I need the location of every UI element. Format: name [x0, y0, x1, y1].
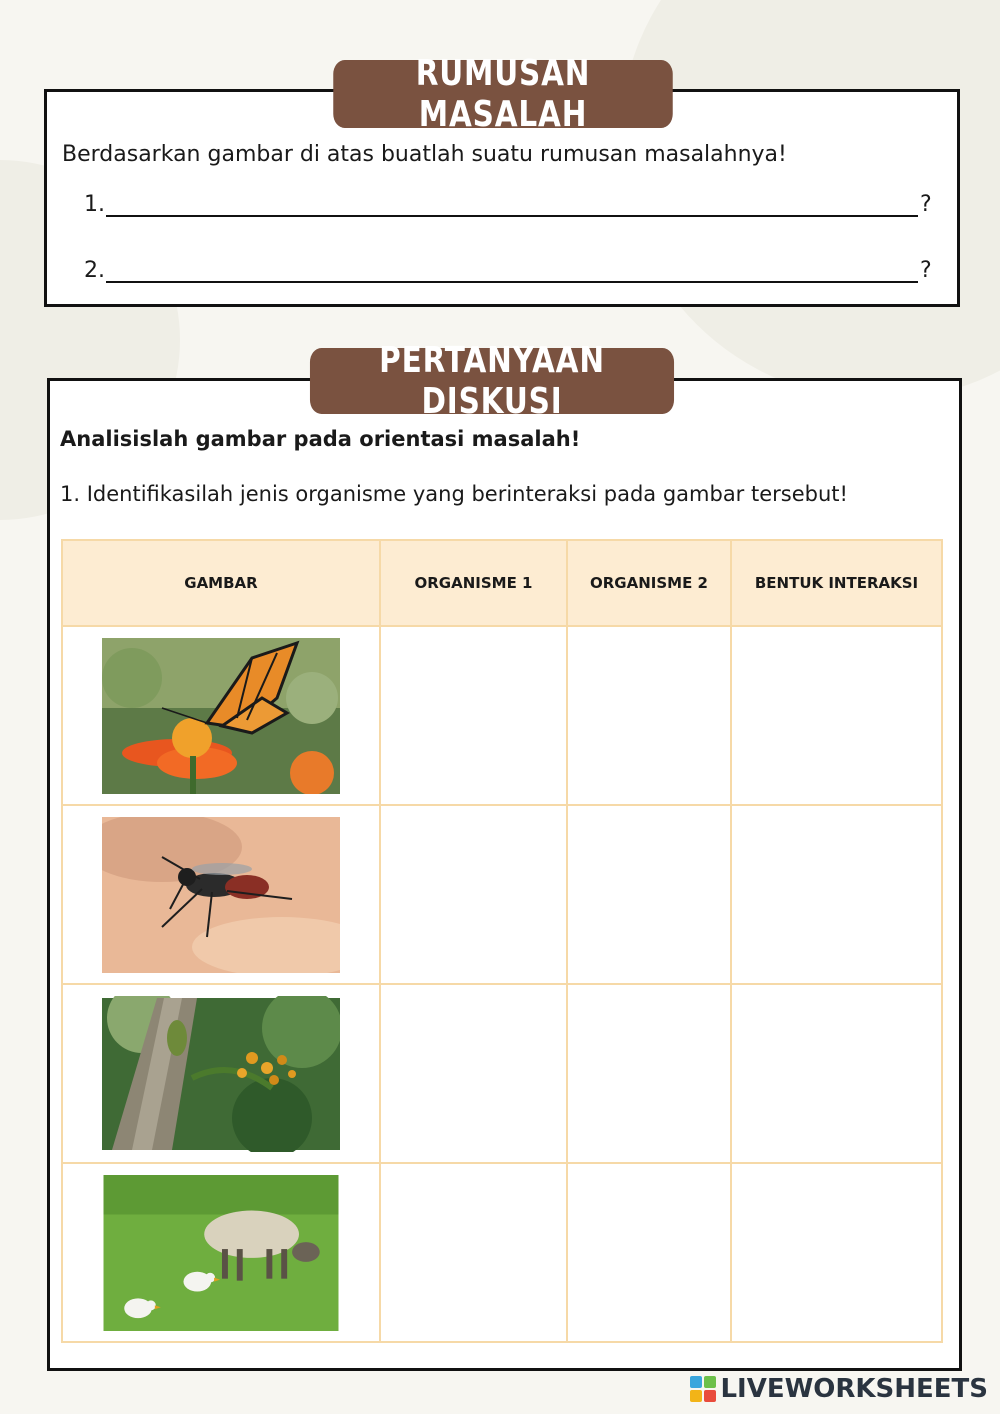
header-bentuk-interaksi: BENTUK INTERAKSI — [731, 540, 942, 626]
table-row — [62, 805, 942, 984]
header-gambar: GAMBAR — [62, 540, 380, 626]
mosquito-skin-image — [102, 817, 340, 973]
organisme-2-input[interactable] — [568, 625, 730, 802]
bentuk-interaksi-input[interactable] — [732, 1162, 941, 1339]
bentuk-interaksi-input[interactable] — [732, 983, 941, 1160]
organisme-2-input[interactable] — [568, 804, 730, 981]
sheep-chickens-image — [102, 1175, 340, 1331]
organisme-1-input[interactable] — [381, 983, 566, 1160]
liveworksheets-icon — [690, 1376, 716, 1402]
organisme-1-input[interactable] — [381, 625, 566, 802]
butterfly-flower-image — [102, 638, 340, 794]
picture-cell — [62, 805, 380, 984]
orchid-tree-image — [102, 996, 340, 1152]
answer-input-2[interactable] — [106, 261, 922, 284]
table-row — [62, 626, 942, 805]
liveworksheets-logo — [690, 1374, 988, 1404]
question-mark: ? — [920, 258, 932, 283]
pertanyaan-diskusi-title: PERTANYAAN DISKUSI — [310, 348, 674, 414]
organisme-2-input[interactable] — [568, 1162, 730, 1339]
rumusan-masalah-title: RUMUSAN MASALAH — [333, 60, 672, 128]
question-mark: ? — [920, 192, 932, 217]
interaction-table — [61, 539, 943, 1343]
bentuk-interaksi-input[interactable] — [732, 625, 941, 802]
bentuk-interaksi-input[interactable] — [732, 804, 941, 981]
header-organisme-1: ORGANISME 1 — [380, 540, 567, 626]
organisme-1-input[interactable] — [381, 804, 566, 981]
table-row — [62, 1163, 942, 1342]
analysis-instruction: Analisislah gambar pada orientasi masalah! — [60, 427, 581, 451]
organisme-1-input[interactable] — [381, 1162, 566, 1339]
brand-name: LIVEWORKSHEETS — [720, 1374, 988, 1404]
header-organisme-2: ORGANISME 2 — [567, 540, 731, 626]
table-header-row — [62, 540, 942, 626]
picture-cell — [62, 1163, 380, 1342]
answer-number: 1. — [84, 192, 105, 217]
question-1: 1. Identifikasilah jenis organisme yang berinteraksi pada gambar tersebut! — [60, 482, 848, 506]
picture-cell — [62, 984, 380, 1163]
answer-input-1[interactable] — [106, 195, 922, 218]
picture-cell — [62, 626, 380, 805]
answer-line-1 — [84, 192, 932, 217]
rumusan-instruction: Berdasarkan gambar di atas buatlah suatu rumusan masalahnya! — [62, 142, 787, 167]
organisme-2-input[interactable] — [568, 983, 730, 1160]
table-row — [62, 984, 942, 1163]
answer-line-2 — [84, 258, 932, 283]
answer-number: 2. — [84, 258, 105, 283]
